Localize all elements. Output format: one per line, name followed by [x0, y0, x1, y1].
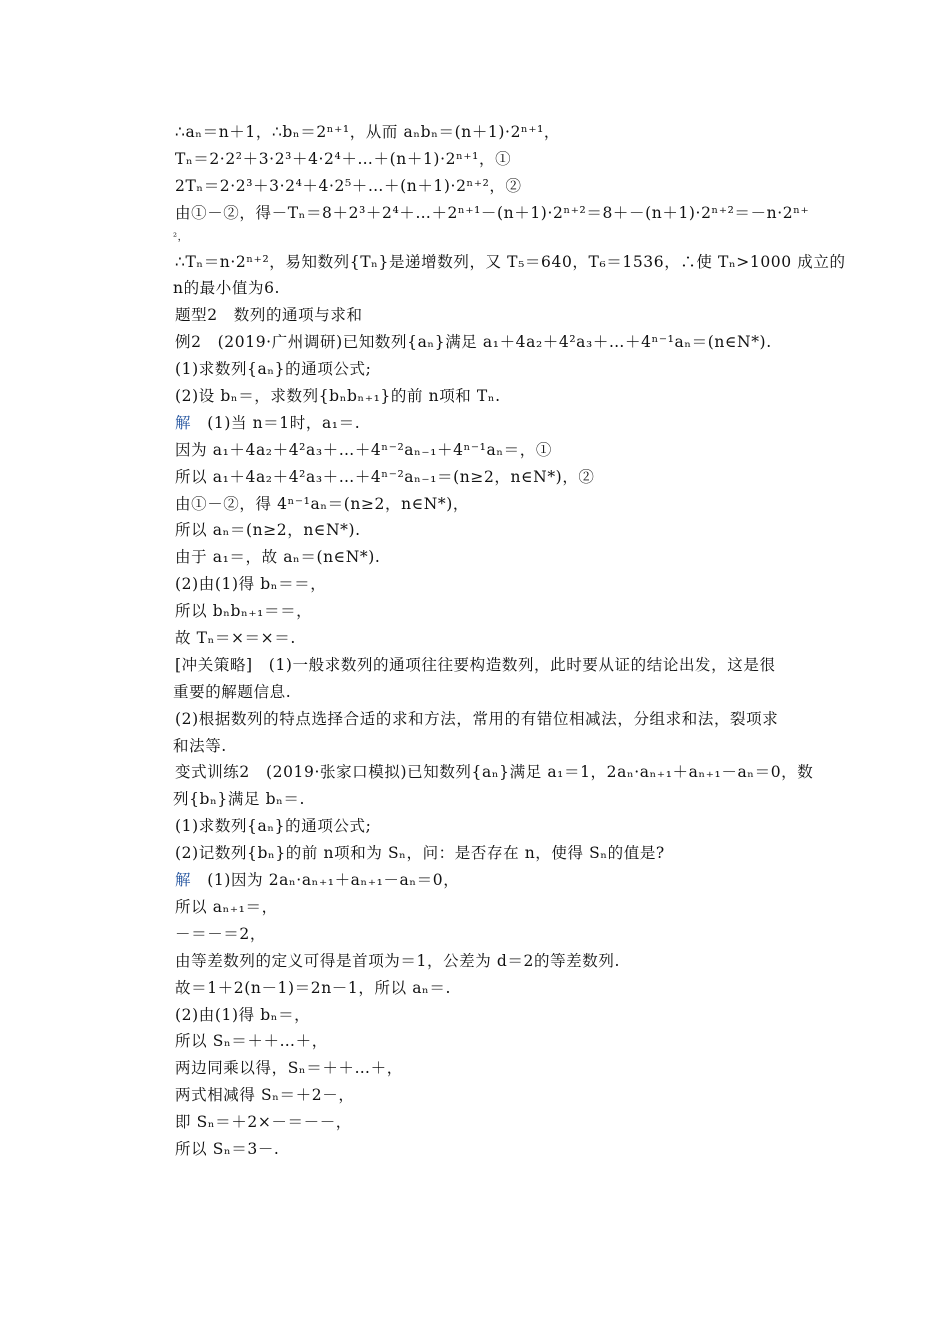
text-line: 由①－②，得－Tₙ＝8＋2³＋2⁴＋…＋2ⁿ⁺¹－(n＋1)·2ⁿ⁺²＝8＋－(n＋1)·2ⁿ⁺²＝－n·2ⁿ⁺ — [175, 203, 810, 222]
text-line: 由①－②，得 4ⁿ⁻¹aₙ＝(n≥2，n∈N*)， — [175, 494, 470, 513]
text-line: 因为 a₁＋4a₂＋4²a₃＋…＋4ⁿ⁻²aₙ₋₁＋4ⁿ⁻¹aₙ＝，① — [175, 440, 552, 459]
solution-label: 解 — [175, 871, 192, 890]
text-line: (2)由(1)得 bₙ＝， — [175, 1005, 311, 1024]
text-line: 和法等. — [173, 736, 227, 755]
solution-label: 解 — [175, 413, 192, 432]
text-line — [175, 410, 825, 437]
text-line: (2)根据数列的特点选择合适的求和方法，常用的有错位相减法，分组求和法，裂项求 — [175, 709, 779, 728]
text-line: 所以 bₙbₙ₊₁＝＝， — [175, 602, 313, 621]
text-line: (2)设 bₙ＝，求数列{bₙbₙ₊₁}的前 n项和 Tₙ. — [175, 387, 501, 406]
text-line: 两式相减得 Sₙ＝＋2－， — [175, 1086, 355, 1105]
document-body — [173, 119, 846, 1163]
text-line: (1)求数列{aₙ}的通项公式; — [175, 817, 372, 836]
text-line: (2)记数列{bₙ}的前 n项和为 Sₙ，问：是否存在 n，使得 Sₙ的值是? — [175, 844, 665, 863]
text-line: 所以 Sₙ＝＋＋…＋， — [175, 1032, 328, 1051]
text-line: 故＝1＋2(n－1)＝2n－1，所以 aₙ＝. — [175, 978, 451, 997]
text-line: 两边同乘以得，Sₙ＝＋＋…＋， — [175, 1059, 403, 1078]
text-line: (2)由(1)得 bₙ＝＝， — [175, 575, 327, 594]
text-line — [175, 867, 825, 894]
text-line: Tₙ＝2·2²＋3·2³＋4·2⁴＋…＋(n＋1)·2ⁿ⁺¹，① — [175, 149, 512, 168]
text-line: 所以 aₙ＝(n≥2，n∈N*). — [175, 521, 361, 540]
strategy-line: [冲关策略] (1)一般求数列的通项往往要构造数列，此时要从证的结论出发，这是很 — [175, 655, 776, 674]
text-line: 重要的解题信息. — [173, 682, 292, 701]
text-line: 即 Sₙ＝＋2×－＝－－， — [175, 1113, 352, 1132]
text-line: ∴Tₙ＝n·2ⁿ⁺²，易知数列{Tₙ}是递增数列，又 T₅＝640，T₆＝1536，∴使 Tₙ>1000 成立的 — [175, 252, 846, 271]
text-line: n的最小值为6. — [173, 279, 281, 298]
exercise-statement: 变式训练2 (2019·张家口模拟)已知数列{aₙ}满足 a₁＝1，2aₙ·aₙ₊₁＋aₙ₊₁－aₙ＝0，数 — [175, 763, 814, 782]
text-line: 故 Tₙ＝×＝×＝. — [175, 629, 296, 648]
example-statement: 例2 (2019·广州调研)已知数列{aₙ}满足 a₁＋4a₂＋4²a₃＋…＋4ⁿ⁻¹aₙ＝(n∈N*). — [175, 333, 772, 352]
section-heading: 题型2 数列的通项与求和 — [175, 306, 363, 325]
text-line-wrap: ²， — [173, 231, 189, 243]
text-span: (1)当 n＝1时，a₁＝. — [207, 413, 361, 432]
text-line: 所以 aₙ₊₁＝， — [175, 897, 278, 916]
text-line: －＝－＝2， — [175, 924, 266, 943]
text-line: (1)求数列{aₙ}的通项公式; — [175, 360, 372, 379]
text-line: ∴aₙ＝n＋1，∴bₙ＝2ⁿ⁺¹，从而 aₙbₙ＝(n＋1)·2ⁿ⁺¹， — [175, 123, 561, 141]
text-line: 由于 a₁＝，故 aₙ＝(n∈N*). — [175, 548, 381, 567]
text-line: 由等差数列的定义可得是首项为＝1，公差为 d＝2的等差数列. — [175, 951, 621, 970]
text-line: 所以 Sₙ＝3－. — [175, 1139, 280, 1158]
text-line: 2Tₙ＝2·2³＋3·2⁴＋4·2⁵＋…＋(n＋1)·2ⁿ⁺²，② — [175, 176, 522, 195]
text-line: 列{bₙ}满足 bₙ＝. — [173, 790, 306, 809]
text-span: (1)因为 2aₙ·aₙ₊₁＋aₙ₊₁－aₙ＝0， — [207, 871, 460, 890]
text-line: 所以 a₁＋4a₂＋4²a₃＋…＋4ⁿ⁻²aₙ₋₁＝(n≥2，n∈N*)，② — [175, 467, 595, 486]
